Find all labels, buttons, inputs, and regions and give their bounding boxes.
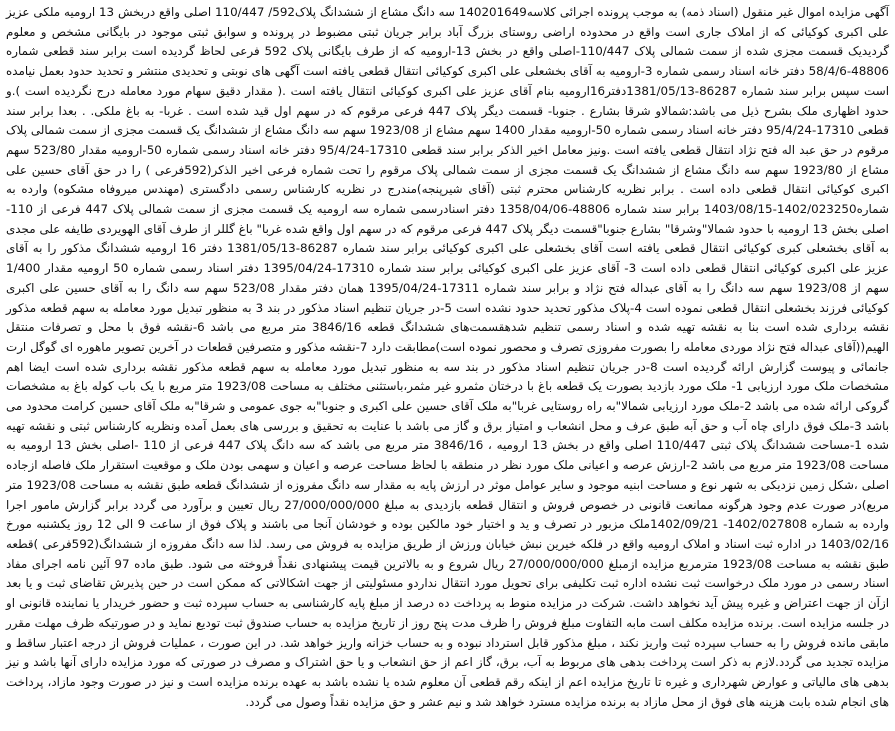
auction-notice-body: آگهی مزایده اموال غیر منقول (اسناد ذمه) به موجب پرونده اجرائی کلاسه140201649 سه دانگ مشاع از ششدانگ پلاک592/ 110/447 اصلی واقع دربخش 13 ارومیه ملکی عزیز علی اکبری کوکیائی که از املاک جاری است واقع در محدوده اراضی روستای بزرگ آباد برابر جریان ثبتی مضبوط در پرونده و سوابق ثبتی موجود در بایگانی مشخص و معلوم گردیدیک قسمت مجزی شده از سمت شمالی پلاک 110/447-اصلی واقع در بخش 13-ارومیه که از طرف بایگانی پلاک 592 فرعی لحاظ گردیده است برابر سند قطعی شماره 48806-58/4/6 دفتر خانه اسناد رسمی شماره 3-ارومیه به آقای بخشعلی علی اکبری کوکیائی انتقال قطعی یافته است آگهی های نوبتی و تحدیدی منتشر و تحدید حدود بعمل نیامده است سپس برابر سند شماره 86287-1381/05/13دفتر16ارومیه بنام آقای عزیز علی اکبری کوکیائی انتقال یافته است .( مقدار دقیق سهام مورد معامله درج نگردیده است ).و حدود اظهاری ملک بشرح ذیل می باشد:شمالاو شرقا بشارع . جنوبا- قسمت دیگر پلاک 447 فرعی مرقوم که در سهم اول قید شده است . غربا- به باغ ملکی. . بعدا برابر سند قطعی 17310-95/4/24 دفتر خانه اسناد رسمی شماره 50-ارومیه مقدار 1400 سهم مشاع از 1923/08 سهم سه دانگ مشاع از ششدانگ یک قسمت مجزی از سمت شمالی پلاک مرقوم در حق عبد اله فتح نژاد انتقال قطعی یافته است .ونیز معامل اخیر الذکر برابر سند قطعی 17310-95/4/24 دفتر خانه اسناد رسمی شماره 50-ارومیه مقدار 523/80 سهم مشاع از 1923/80 سهم سه دانگ مشاع از ششدانگ یک قسمت مجزی از سمت شمالی پلاک مرقوم را تحت شماره فرعی اخیر الذکر(592فرعی ) را در حق آقای حسین علی اکبری کوکیائی انتقال قطعی داده است . برابر نظریه کارشناس محترم ثبتی (آقای شیرپنجه)مندرج در نظریه کارشناس رسمی دادگستری (مهندس میروفاه مشکوه) وارده به شماره1402/023250-1403/08/15 برابر سند شماره 48806-1358/04/06 دفتر اسنادرسمی شماره سه ارومیه یک قسمت مجزی از سمت شمالی پلاک 447 فرعی از 110- اصلی بخش 13 ارومیه با حدود شمالا"وشرقا" بشارع جنوبا"قسمت دیگر پلاک 447 فرعی مرقوم که در سهم اول واقع شده غربا" باغ گللر از طرف آقای الهویردی طایفه علی مجدی به آقای بخشعلی کبری کوکیائی انتقال قطعی یافته است آقای بخشعلی علی اکبری کوکیائی برابر سند شماره 86287-1381/05/13 دفتر 16 ارومیه ششدانگ مذکور را به آقای عزیز علی اکبری کوکیائی انتقال قطعی داده است 3- آقای عزیز علی اکبری کوکیائی برابر سند شماره 17310-1395/04/24 دفتر اسناد رسمی شماره 50 ارومیه مقدار 1/400 سهم از 1923/08 سهم سه دانگ را به آقای عبداله فتح نژاد و برابر سند شماره 17311-1395/04/24 همان دفتر مقدار 523/08 سهم سه دانگ را به آقای حسین علی اکبری کوکیائی فرزند بخشعلی انتقال قطعی نموده است 4-پلاک مذکور تحدید حدود نشده است 5-در جریان تنظیم اسناد مذکور در بند 3 به منظور تبدیل مورد معامله به سهم قطعه مذکور نقشه برداری شده است بنا به نقشه تهیه شده و اسناد رسمی تنظیم شدهقسمت‌های ششدانگ قطعه 3846/16 متر مربع می باشد 6-نقشه فوق با محل و تصرفات منتقل الهیم((آقای عبداله فتح نژاد موردی معامله را بصورت مفروزی تصرف و محصور نموده است)مطابقت دارد 7-نقشه مذکور و متصرفین قطعات در آخرین تصویر ماهوره ای گوگل ارت جانمائی و پیوست گزارش ارائه گردیده است 8-در جریان تنظیم اسناد مذکور در بند سه به منظور تبدیل مورد معامله به سهم قطعه مذکور نقشه برداری شده است ایضا اهم مشخصات ملک مورد ارزیابی 1- ملک مورد بازدید بصورت یک قطعه باغ با درختان مثمرو غیر مثمر،باستثنی مختلف به مساحت 1923/08 متر مربع با یک باب کوله باغ به مشخصات گروکی ارائه شده می باشد 2-ملک مورد ارزیابی شمالا"به راه روستایی غربا"به ملک آقای حسین علی اکبری و جنوبا"به جوی عمومی و شرقا"به ملک آقای حسین کرامت محدود می باشد 3-ملک فوق دارای چاه آب و حق آبه طبق عرف و محل انشعاب و امتیاز برق و گاز می باشد با عنایت به تحقیق و بررسی های بعمل آمده ونظریه کارشناس ثبتی و نقشه تهیه شده 1-مساحت ششدانگ پلاک ثبتی 110/447 اصلی واقع در بخش 13 ارومیه ، 3846/16 متر مربع می باشد که سه دانگ پلاک 447 فرعی از 110 -اصلی بخش 13 ارومیه به مساحت 1923/08 متر مربع می باشد 2-ارزش عرصه و اعیانی ملک مورد نظر در منطقه با لحاظ مساحت عرصه و اعیان و سهمی بودن ملک و موقعیت استقرار ملک فاصله ازجاده اصلی ،شکل زمین نزدیکی به شهر نوع و مساحت ابنیه موجود و سایر عوامل موثر در ارزش پایه به مقدار سه دانگ مفروزه از ششدانگ قطعه طبق نقشه به مساحت 1923/08 متر مربع)در صورت عدم وجود هرگونه ممانعت قانونی در خصوص فروش و انتقال قطعه بازدیدی به مبلغ 27/000/000/000 ریال تعیین و برآورد می گردد برابر گزارش مامور اجرا وارده به شماره 1402/027808- 1402/09/21ملک مزبور در تصرف و ید و اختیار خود مالکین بوده و خودشان آنجا می باشند و پلاک فوق از ساعت 9 الی 12 روز یکشنبه مورخ 1403/02/16 در اداره ثبت اسناد و املاک ارومیه واقع در فلکه خیرین نبش خیابان ورزش از طریق مزایده به فروش می رسد. لذا سه دانگ مفروزه از ششدانگ(592فرعی )قطعه طبق نقشه به مساحت 1923/08 مترمربع مزایده ازمبلغ 27/000/000/000 ریال شروع و به بالاترین قیمت پیشنهادی نقداً فروخته می شود. طبق ماده 97 آئین نامه اجرای مفاد اسناد رسمی در مورد ملک درخواست ثبت نشده اداره ثبت تکلیفی برای تحویل مورد انتقال نداردو مسئولیتی از جهت اشکالاتی که ممکن است در حین پذیرش تقاضای ثبت و یا بعد ازآن از جهت اعتراض و غیره پیش آید نخواهد داشت. شرکت در مزایده منوط به پرداخت ده درصد از مبلغ پایه کارشناسی به حساب سپرده ثبت و حضور خریدار یا نماینده قانونی او در جلسه مزایده است. برنده مزایده مکلف است مابه التفاوت مبلغ فروش را ظرف مدت پنج روز از تاریخ مزایده به حساب صندوق ثبت تودیع نماید و در صورتیکه ظرف مهلت مقرر مابقی مانده فروش را به حساب سپرده ثبت واریز نکند ، مبلغ مذکور قابل استرداد نبوده و به حساب خزانه واریز خواهد شد. در این صورت ، عملیات فروش از درجه اعتبار ساقط و مزایده تجدید می گردد.لازم به ذکر است پرداخت بدهی های مربوط به آب، برق، گاز اعم از حق انشعاب و یا حق اشتراک و مصرف در صورتی که مورد مزایده دارای آنها باشد و نیز بدهی های مالیاتی و عوارض شهرداری و غیره تا تاریخ مزایده اعم از اینکه رقم قطعی آن معلوم شده یا نشده باشد به عهده برنده مزایده است و نیز در صورت وجود مازاد، پرداخت های انجام شده بابت هزینه های فوق از محل مازاد به برنده مزایده مسترد خواهد شد و نیم عشر و حق مزایده نقداً وصول می گردد. — [6, 5, 890, 709]
